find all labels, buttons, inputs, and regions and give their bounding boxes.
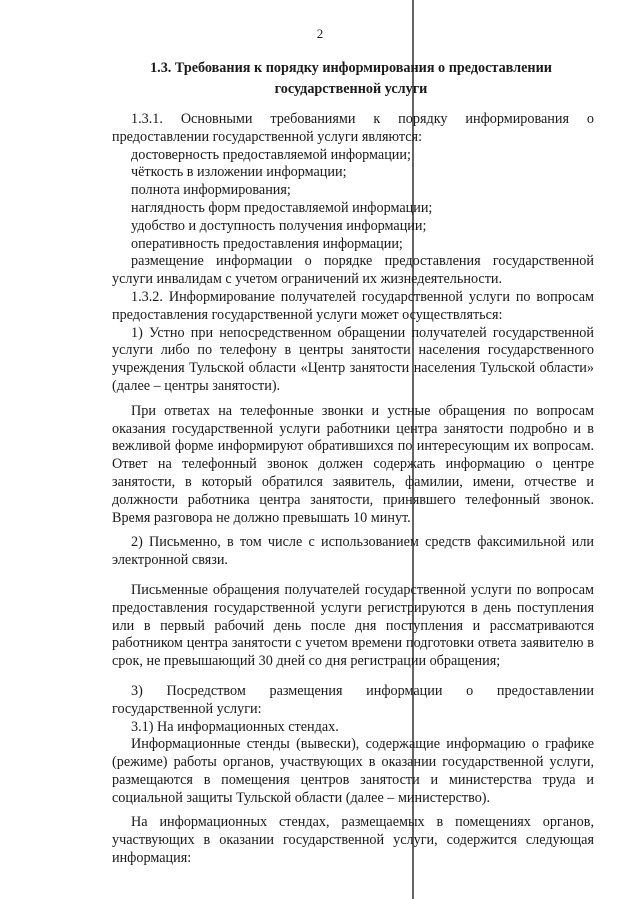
- requirement-item: полнота информирования;: [131, 182, 291, 199]
- requirement-item: наглядность форм предоставляемой информации;: [131, 199, 433, 216]
- requirement-item: оперативность предоставления информации;: [131, 235, 403, 252]
- paragraph-stands-info: Информационные стенды (вывески), содержащие информацию о графике (режиме) работы органов, участвующих в оказании государственной услуги, размещаются в помещения центров занятости и министерства труда и социальной защиты Тульской области (далее – министерство).: [112, 736, 594, 806]
- requirement-item: удобство и доступность получения информации;: [131, 217, 427, 234]
- requirement-item: достоверность предоставляемой информации;: [131, 146, 411, 163]
- document-body: [112, 111, 594, 868]
- paragraph-written-requests: Письменные обращения получателей государственной услуги по вопросам предоставления государственной услуги регистрируются в день поступления или в первый рабочий день после дня поступления и рассматриваются работником центра занятости с учетом времени подготовки ответа заявителю в срок, не превышающий 30 дней со дня регистрации обращения;: [112, 581, 594, 670]
- paragraph-oral: 1) Устно при непосредственном обращении получателей государственной услуги либо по телефону в центры занятости населения государственного учреждения Тульской области «Центр занятости населения Тульской области» (далее – центры занятости).: [112, 324, 594, 394]
- paragraph-placement: 3) Посредством размещения информации о предоставлении государственной услуги:: [112, 682, 594, 717]
- paragraph-1-3-2: 1.3.2. Информирование получателей государственной услуги по вопросам предоставления государственной услуги может осуществляться:: [112, 288, 594, 323]
- paragraph-written: 2) Письменно, в том числе с использованием средств факсимильной или электронной связи.: [112, 534, 594, 569]
- page-number: 2: [316, 26, 324, 41]
- paragraph-accessibility: размещение информации о порядке предоставления государственной услуги инвалидам с учетом ограничений их жизнедеятельности.: [112, 253, 594, 288]
- paragraph-phone-answers: При ответах на телефонные звонки и устные обращения по вопросам оказания государственной услуги работники центра занятости подробно и в вежливой форме информируют обратившихся по интересующим их вопросам. Ответ на телефонный звонок должен содержать информацию о центре занятости, в который обратился заявитель, фамилии, имени, отчестве и должности работника центра занятости, принявшего телефонный звонок. Время разговора не должно превышать 10 минут.: [112, 402, 594, 526]
- paragraph-1-3-1: 1.3.1. Основными требованиями к порядку информирования о предоставлении государственной услуги являются:: [112, 111, 594, 145]
- section-heading: [112, 58, 590, 100]
- paragraph-stands-contents: На информационных стендах, размещаемых в помещениях органов, участвующих в оказании государственной услуги, содержится следующая информация:: [112, 814, 594, 867]
- paragraph-stands: 3.1) На информационных стендах.: [131, 718, 339, 735]
- requirement-item: чёткость в изложении информации;: [131, 164, 347, 181]
- section-heading-line-1: 1.3. Требования к порядку информирования о предоставлении: [150, 60, 552, 76]
- section-heading-line-2: государственной услуги: [274, 81, 428, 97]
